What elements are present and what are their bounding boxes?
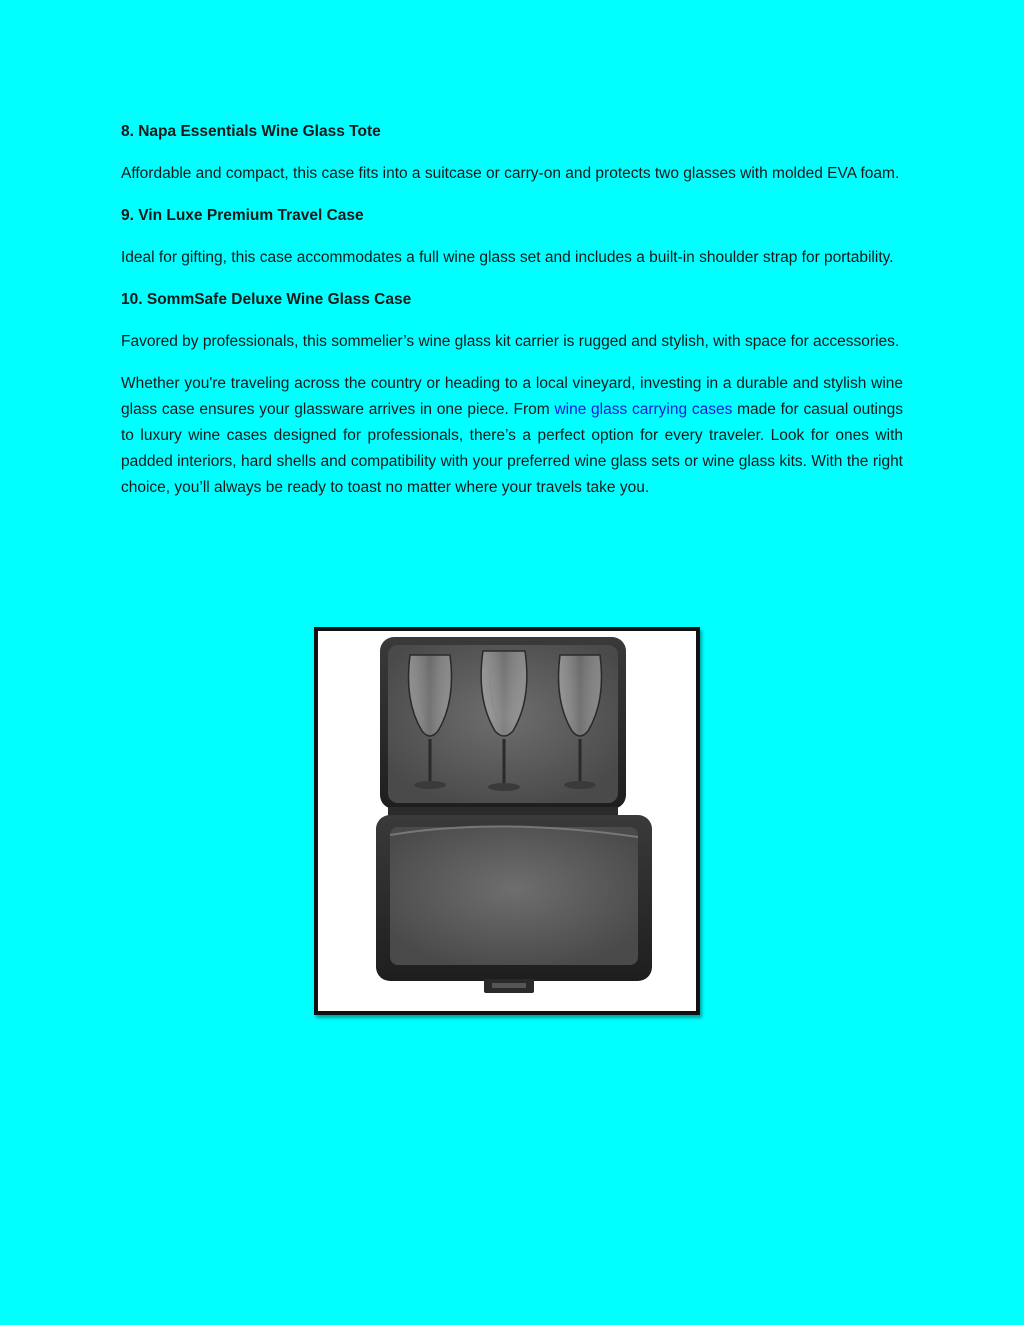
conclusion-text-before-link: Whether you're traveling across the country or heading to a local vineyard, investing in a durable and stylish wine glass case ensures your glassware arrives in one piece. From	[121, 375, 903, 418]
paragraph-napa-essentials: Affordable and compact, this case fits into a suitcase or carry-on and protects two glasses with molded EVA foam.	[121, 165, 900, 182]
wine-glass-carrying-cases-link[interactable]: wine glass carrying cases	[554, 401, 733, 418]
article-body	[121, 119, 903, 517]
heading-vin-luxe: 9. Vin Luxe Premium Travel Case	[121, 207, 364, 224]
conclusion-paragraph	[121, 371, 903, 501]
heading-napa-essentials: 8. Napa Essentials Wine Glass Tote	[121, 123, 381, 140]
paragraph-sommsafe: Favored by professionals, this sommelier’s wine glass kit carrier is rugged and stylish, with space for accessories.	[121, 333, 900, 350]
wine-glass-case-photo	[314, 627, 700, 1015]
paragraph-vin-luxe: Ideal for gifting, this case accommodates a full wine glass set and includes a built-in shoulder strap for portability.	[121, 249, 894, 266]
heading-sommsafe: 10. SommSafe Deluxe Wine Glass Case	[121, 291, 412, 308]
conclusion-text-after-link: made for casual outings to luxury wine cases designed for professionals, there’s a perfect option for every traveler. Look for ones with padded interiors, hard shells and compatibility with your preferred wine glass sets or wine glass kits. With the right choice, you’ll always be ready to toast no matter where your travels take you.	[121, 401, 903, 496]
